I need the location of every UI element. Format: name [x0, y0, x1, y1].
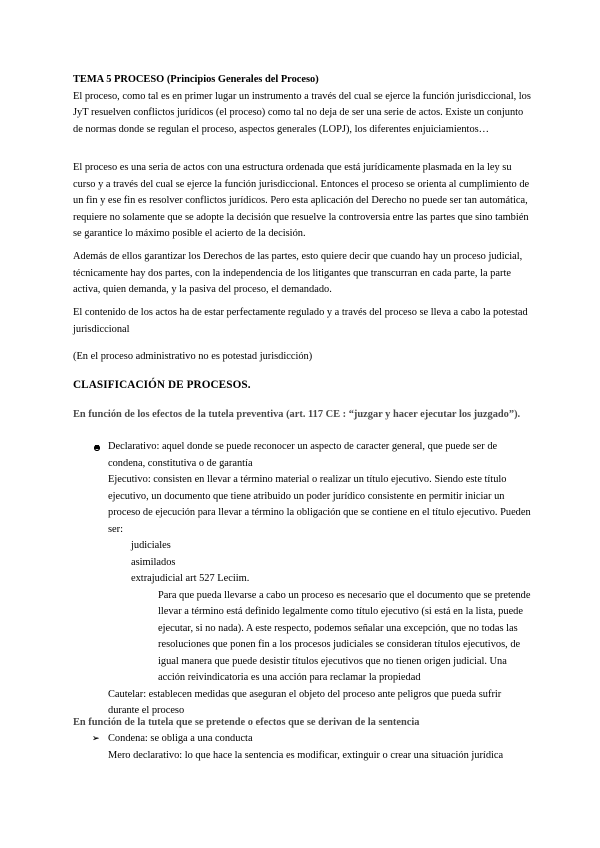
heading-tutela-sentencia: En función de la tutela que se pretende o efectos que se derivan de la sentencia: [73, 717, 420, 728]
paragraph-2: El proceso es una seria de actos con una estructura ordenada que está jurídicamente plasmada en la ley su curso y a través del cual se ejerce la función jurisdiccional. Entonces el proceso se orienta al cumplimiento de un fin y ese fin es resolver conflictos jurídicos. Pero esta aplicación del Derecho no puede ser tan automática, requiere no solamente que se adopte la decisión que resuelve la controversia entre las partes que sino también se garantice lo máximo posible el acierto de la decisión.: [73, 162, 530, 239]
list-item-mero-declarativo: ➢ Mero declarativo: lo que hace la sentencia es modificar, extinguir o crear una situación jurídica: [108, 748, 533, 765]
list-ejecutivo-tipos: [131, 538, 533, 687]
heading-clasificacion: CLASIFICACIÓN DE PROCESOS.: [73, 379, 251, 391]
paragraph-1: El proceso, como tal es en primer lugar un instrumento a través del cual se ejerce la función jurisdiccional, los JyT resuelven conflictos jurídicos (el proceso) como tal no deja de ser una serie de actos. Existe un conjunto de normas donde se regulan el proceso, aspectos generales (LOPJ), los diferentes enjuiciamientos…: [73, 90, 531, 135]
list-item-cautelar: Cautelar: establecen medidas que aseguran el objeto del proceso ante peligros que pueda sufrir durante el proceso: [108, 687, 533, 720]
paragraph-5: (En el proceso administrativo no es potestad jurisdicción): [73, 351, 313, 362]
list-item-nota-extrajudicial: Para que pueda llevarse a cabo un proceso es necesario que el documento que se pretende llevar a término está definido legalmente como título ejecutivo (si está en la lista, puede ejecutar, si no nada). A este respecto, podemos señalar una excepción, que no todas las resoluciones que ponen fin a los procesos judiciales se consideran títulos ejecutivos, de igual manera que puede desistir títulos ejecutivos que no tienen origen judicial. Una acción reivindicatoria es una acción para reclamar la propiedad: [158, 588, 533, 687]
heading-tutela-preventiva: En función de los efectos de la tutela preventiva (art. 117 CE : “juzgar y hacer ejecutar los juzgado”).: [73, 409, 521, 420]
list-item-declarativo: Declarativo: aquel donde se puede reconocer un aspecto de caracter general, que puede ser de condena, constitutiva o de garantía: [108, 439, 533, 472]
list-item-condena: ➢ Condena: se obliga a una conducta: [108, 731, 533, 748]
paragraph-4: El contenido de los actos ha de estar perfectamente regulado y a través del proceso se lleva a cabo la potestad jurisdiccional: [73, 307, 528, 335]
list-tipos-proceso: [108, 439, 533, 720]
list-item-extrajudicial: [131, 571, 533, 687]
extrajudicial-text: extrajudicial art 527 Leciim.: [131, 573, 250, 584]
ejecutivo-text: Ejecutivo: consisten en llevar a término material o realizar un título ejecutivo. Siendo este título ejecutivo, un documento que tiene atribuido un poder jurídico consistente en permitir iniciar un proceso de ejecución para llevar a término la obligación que se contiene en el título ejecutivo. Pueden ser:: [108, 474, 531, 535]
doc-title: TEMA 5 PROCESO: [73, 74, 165, 85]
paragraph-3: Además de ellos garantizar los Derechos de las partes, esto quiere decir que cuando hay un proceso judicial, técnicamente hay dos partes, con la independencia de los litigantes que transcurran en cada parte, la parte activa, quien demanda, y la pasiva del proceso, el demandado.: [73, 251, 523, 295]
list-tipos-sentencia: [108, 731, 533, 764]
list-extrajudicial-nota: [158, 588, 533, 687]
doc-subtitle: (Principios Generales del Proceso): [166, 74, 319, 85]
list-item-asimilados: asimilados: [131, 555, 533, 572]
list-item-judiciales: judiciales: [131, 538, 533, 555]
list-item-ejecutivo: [108, 472, 533, 687]
paragraph-intro: [73, 72, 533, 138]
